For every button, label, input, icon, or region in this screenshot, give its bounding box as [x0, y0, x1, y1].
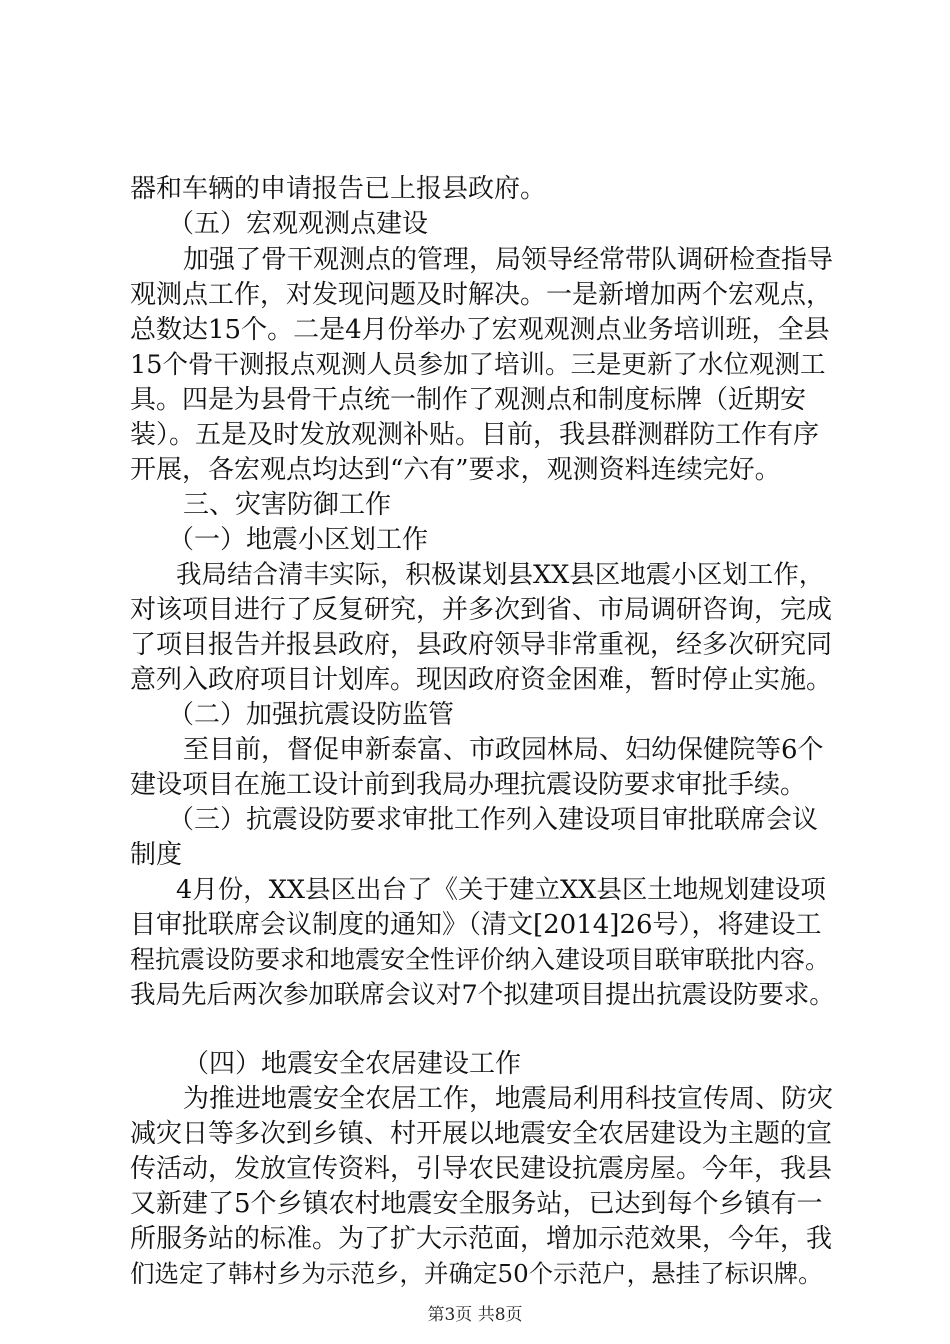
chapter-heading: 三、灾害防御工作 [183, 490, 392, 520]
section-heading: （四）地震安全农居建设工作 [183, 1049, 522, 1079]
text-line: 开展，各宏观点均达到“六有”要求，观测资料连续完好。 [130, 455, 781, 485]
text-line: 具。四是为县骨干点统一制作了观测点和制度标牌（近期安 [130, 385, 807, 415]
text-line: 传活动，发放宣传资料，引导农民建设抗震房屋。今年，我县 [130, 1154, 833, 1184]
text-line: 对该项目进行了反复研究，并多次到省、市局调研咨询，完成 [130, 595, 833, 625]
text-line: 目审批联席会议制度的通知》（清文[2014]26号），将建设工 [130, 910, 822, 940]
text-line: 器和车辆的申请报告已上报县政府。 [130, 174, 547, 204]
text-line: 4月份，XX县区出台了《关于建立XX县区土地规划建设项 [176, 875, 826, 905]
text-line: 为推进地震安全农居工作，地震局利用科技宣传周、防灾 [183, 1084, 834, 1114]
text-line: 意列入政府项目计划库。现因政府资金困难，暂时停止实施。 [130, 665, 833, 695]
text-line: 15个骨干测报点观测人员参加了培训。三是更新了水位观测工 [130, 350, 826, 380]
text-line: 建设项目在施工设计前到我局办理抗震设防要求审批手续。 [130, 770, 807, 800]
section-heading: （二）加强抗震设防监管 [168, 700, 455, 730]
text-line: 加强了骨干观测点的管理，局领导经常带队调研检查指导 [183, 245, 834, 275]
section-heading: （一）地震小区划工作 [168, 525, 429, 555]
section-heading: 制度 [130, 840, 183, 870]
text-line: 我局结合清丰实际，积极谋划县XX县区地震小区划工作， [176, 560, 825, 590]
text-line: 程抗震设防要求和地震安全性评价纳入建设项目联审联批内容。 [130, 945, 831, 974]
page-number-footer: 第3页 共8页 [427, 1305, 523, 1325]
text-line: 总数达15个。二是4月份举办了宏观观测点业务培训班，全县 [130, 315, 830, 345]
text-line: 又新建了5个乡镇农村地震安全服务站，已达到每个乡镇有一 [130, 1189, 823, 1219]
text-line: 装）。五是及时发放观测补贴。目前，我县群测群防工作有序 [130, 420, 820, 450]
text-line: 观测点工作，对发现问题及时解决。一是新增加两个宏观点， [130, 280, 833, 310]
text-line: 我局先后两次参加联席会议对7个拟建项目提出抗震设防要求。 [130, 980, 835, 1010]
section-heading: （五）宏观观测点建设 [168, 209, 429, 239]
text-line: 所服务站的标准。为了扩大示范面，增加示范效果，今年，我 [130, 1224, 833, 1254]
section-heading: （三）抗震设防要求审批工作列入建设项目审批联席会议 [168, 805, 819, 835]
text-line: 了项目报告并报县政府，县政府领导非常重视，经多次研究同 [130, 630, 833, 660]
text-line: 减灾日等多次到乡镇、村开展以地震安全农居建设为主题的宣 [130, 1119, 833, 1149]
text-line: 至目前，督促申新泰富、市政园林局、妇幼保健院等6个 [183, 735, 824, 765]
text-line: 们选定了韩村乡为示范乡，并确定50个示范户，悬挂了标识牌。 [130, 1259, 823, 1288]
